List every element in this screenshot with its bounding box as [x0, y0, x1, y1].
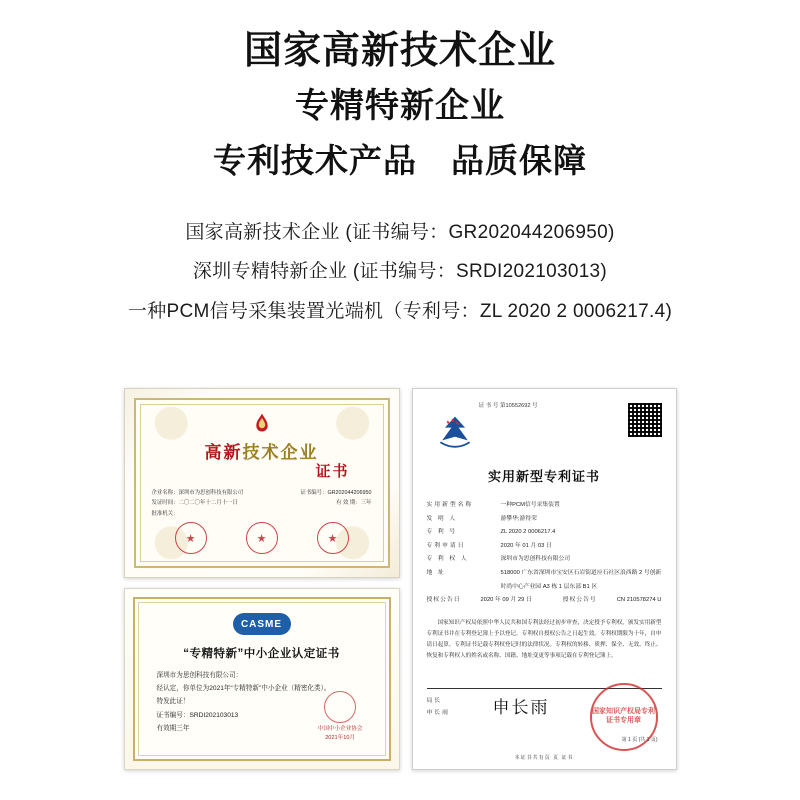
patent-sign-label: 局长: [426, 697, 443, 704]
subtitle-line-2: 深圳专精特新企业 (证书编号：SRDI202103013): [192, 261, 608, 283]
field-value: ZL 2020 2 0006217.4: [500, 529, 556, 536]
patent-field: [427, 567, 662, 594]
heading-line-1: 国家高新技术企业: [243, 30, 556, 72]
patent-field: [427, 513, 662, 527]
field-value: CN 210578274 U: [616, 597, 662, 604]
field-value: 518000 广东省深圳市宝安区石岩街道应石社区浪西路 2 号创新时尚中心产业园 A3 栋 1 层东部 B1 区: [500, 570, 662, 590]
row-value: 有 效 期：三年: [336, 500, 372, 507]
certificate-sme-frame: [133, 597, 391, 761]
certificate-hightech-row: [152, 498, 372, 508]
subtitle-block: [0, 213, 800, 333]
field-key: 发 明 人: [426, 515, 458, 522]
red-seal-icon: [324, 691, 356, 723]
certificate-hightech-seals: [136, 522, 388, 554]
red-seal-icon: ★: [317, 522, 349, 554]
certificate-patent-footer-note: 本证书共有页 页 证书: [514, 755, 574, 761]
field-value: 2020 年 09 月 29 日: [480, 597, 532, 604]
certificate-patent-number: 证 书 号 第10552692 号: [478, 403, 538, 409]
certificate-sme-seal-date: 2021年10月: [325, 735, 356, 742]
patent-field: [427, 526, 662, 540]
certificate-sme-seal-text: 中国中小企业协会: [317, 726, 363, 733]
certificate-hightech-title-gold: 技术企业: [242, 443, 319, 462]
certificate-patent-paragraph: 国家知识产权局依照中华人民共和国专利法经过初步审查，决定授予专利权，颁发实用新型专利证书并在专利登记簿上予以登记。专利权自授权公告之日起生效。专利权期限为十年，自申请日起算。专利证书记载专利权登记时的法律状况。专利权的转移、质押、保全、无效、终止、恢复和专利权人的姓名或名称、国籍、地址变更等事项记载在专利登记簿上。: [426, 619, 662, 659]
patent-office-emblem-icon: [427, 413, 483, 455]
certificate-hightech-rows: [152, 488, 372, 519]
official-red-seal-icon: 国家知识产权局专利证书专用章: [590, 683, 658, 751]
patent-field: [563, 594, 662, 608]
certificate-hightech-title: [136, 438, 388, 463]
field-key: 专 利 权 人: [426, 556, 469, 563]
patent-field: [427, 553, 662, 567]
certificate-hightech-title-red: 高新: [204, 443, 243, 462]
row-label: 批准机关：: [151, 510, 179, 517]
field-key: 授权公告日: [426, 597, 461, 604]
patent-field: [427, 594, 532, 608]
certificate-sme-line: 深圳市为思创科技有限公司：: [156, 672, 243, 679]
field-value: 2020 年 01 月 03 日: [500, 542, 552, 549]
certificate-hightech-row: [152, 488, 372, 498]
field-key: 地 址: [426, 570, 446, 577]
heading-line-3: 专利技术产品 品质保障: [213, 142, 587, 180]
field-value: 深圳市为思创科技有限公司: [500, 556, 571, 563]
certificate-sme-line: 证书编号：SRDI202103013: [156, 711, 239, 719]
field-key: 授权公告号: [562, 597, 597, 604]
patent-field: [427, 540, 662, 554]
certificate-hightech-frame: [134, 398, 390, 568]
certificate-sme-seal: [318, 691, 363, 743]
red-seal-icon: ★: [246, 522, 278, 554]
flame-emblem-icon: [249, 412, 275, 438]
field-key: 专利申请日: [426, 542, 466, 549]
red-seal-icon: ★: [175, 522, 207, 554]
subtitle-line-3: 一种PCM信号采集装置光端机（专利号：ZL 2020 2 0006217.4): [127, 301, 673, 323]
certificate-left-column: [124, 388, 400, 770]
certificate-sme: [124, 588, 400, 770]
headings-block: [0, 0, 800, 183]
certificate-sme-line: 特发此证！: [156, 698, 190, 706]
row-label: 企业名称：深圳市为思创科技有限公司: [151, 490, 244, 496]
heading-line-2: 专精特新企业: [295, 87, 505, 126]
subtitle-line-1: 国家高新技术企业 (证书编号：GR202044206950): [185, 221, 615, 243]
casme-logo: CASME: [233, 613, 291, 635]
patent-field: [427, 499, 662, 513]
field-key: 专 利 号: [426, 529, 458, 536]
certificate-sme-title: “专精特新”中小企业认定证书: [183, 648, 340, 660]
field-value: 游攀华;游得荣: [500, 515, 537, 522]
certificate-patent-title: 实用新型专利证书: [487, 469, 600, 484]
certificate-hightech-row: [152, 509, 372, 519]
certificate-gallery: [0, 388, 800, 770]
certificate-patent: [412, 388, 677, 770]
certificate-sme-line: 经认定，你单位为2021年“专精特新”中小企业（精密化类）。: [156, 685, 331, 693]
certificate-sme-line: 有效期三年: [156, 724, 190, 732]
row-label: 发证时间：二〇二〇年十二月十一日: [151, 500, 238, 507]
certificate-hightech-subtitle: 证书: [315, 463, 350, 480]
field-key: 实用新型名称: [426, 502, 474, 508]
qr-code-icon: [628, 403, 662, 437]
patent-sign-name: 申长雨: [426, 710, 450, 717]
certificate-patent-page: 第 1 页 (共 1 页): [621, 737, 658, 743]
certificate-hightech: [124, 388, 400, 578]
field-value: 一种PCM信号采集装置: [500, 502, 560, 508]
row-value: 证书编号：GR202044206950: [300, 490, 372, 496]
certificate-patent-fields: [427, 499, 662, 608]
patent-field-row: [427, 594, 662, 608]
patent-handwritten-signature: 申长雨: [492, 697, 550, 717]
